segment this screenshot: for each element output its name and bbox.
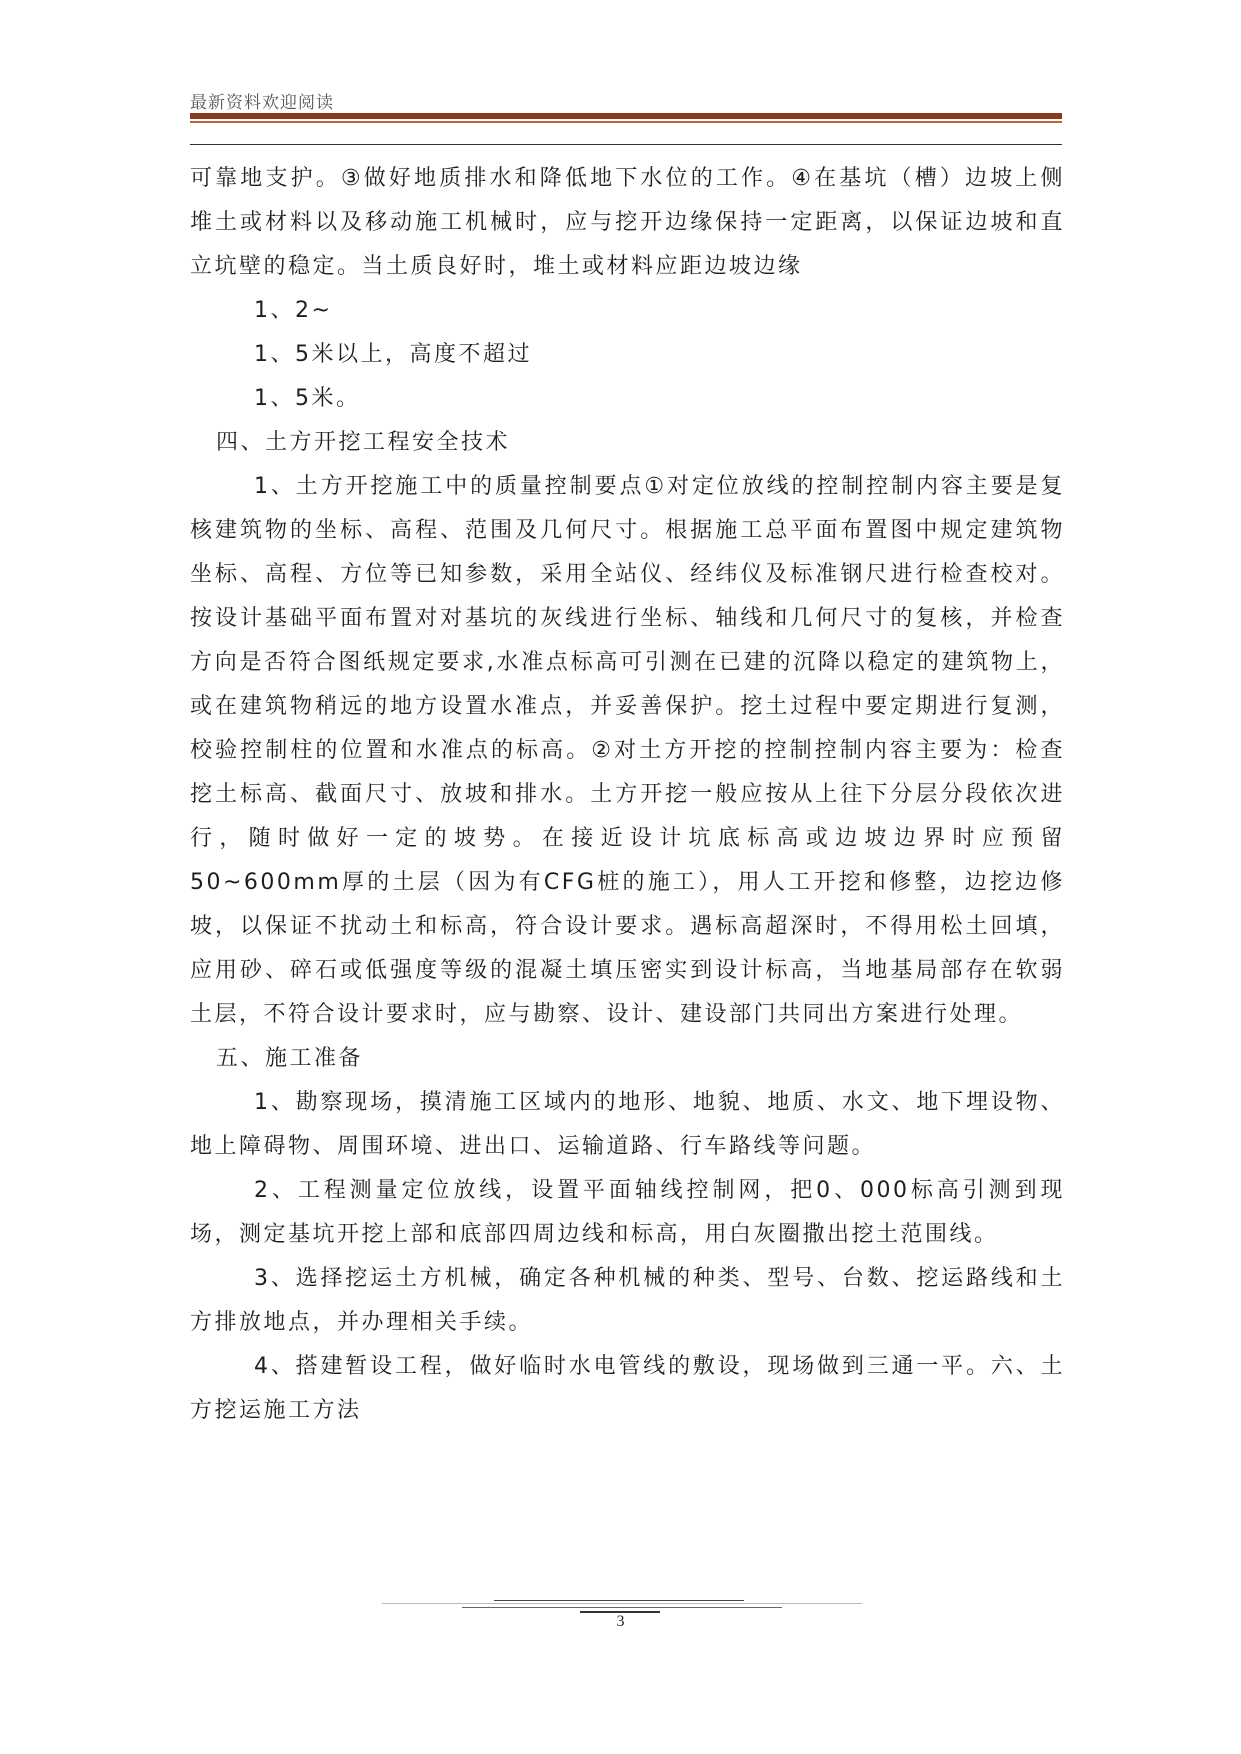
paragraph-6: 1、土方开挖施工中的质量控制要点①对定位放线的控制控制内容主要是复核建筑物的坐标、高程、范围及几何尺寸。根据施工总平面布置图中规定建筑物坐标、高程、方位等已知参数，采用全站仪、经纬仪及标准钢尺进行检查校对。按设计基础平面布置对对基坑的灰线进行坐标、轴线和几何尺寸的复核，并检查方向是否符合图纸规定要求,水准点标高可引测在已建的沉降以稳定的建筑物上，或在建筑物稍远的地方设置水准点，并妥善保护。挖土过程中要定期进行复测，校验控制柱的位置和水准点的标高。②对土方开挖的控制控制内容主要为：检查挖土标高、截面尺寸、放坡和排水。土方开挖一般应按从上往下分层分段依次进行，随时做好一定的坡势。在接近设计坑底标高或边坡边界时应预留50~600mm厚的土层（因为有CFG桩的施工），用人工开挖和修整，边挖边修坡，以保证不扰动土和标高，符合设计要求。遇标高超深时，不得用松土回填，应用砂、碎石或低强度等级的混凝土填压密实到设计标高，当地基局部存在软弱土层，不符合设计要求时，应与勘察、设计、建设部门共同出方案进行处理。 [190, 474, 1065, 1027]
header-rule-thin [190, 144, 1062, 145]
paragraph-11: 4、搭建暂设工程，做好临时水电管线的敷设，现场做到三通一平。六、土方挖运施工方法 [190, 1354, 1065, 1423]
footer-rule-3 [462, 1607, 782, 1608]
paragraph-10: 3、选择挖运土方机械，确定各种机械的种类、型号、台数、挖运路线和土方排放地点，并办理相关手续。 [190, 1266, 1065, 1335]
paragraph-3: 1、5米以上，高度不超过 [254, 342, 532, 367]
header-rule-thick [190, 113, 1062, 119]
footer-rule-2 [382, 1603, 862, 1604]
document-body [190, 157, 1065, 1433]
paragraph-8: 1、勘察现场，摸清施工区域内的地形、地貌、地质、水文、地下埋设物、地上障碍物、周围环境、进出口、运输道路、行车路线等问题。 [190, 1090, 1065, 1159]
paragraph-9: 2、工程测量定位放线，设置平面轴线控制网，把0、000标高引测到现场，测定基坑开挖上部和底部四周边线和标高，用白灰圈撒出挖土范围线。 [190, 1178, 1065, 1247]
footer-rule-1 [494, 1600, 744, 1601]
paragraph-1: 可靠地支护。③做好地质排水和降低地下水位的工作。④在基坑（槽）边坡上侧堆土或材料以及移动施工机械时，应与挖开边缘保持一定距离，以保证边坡和直立坑壁的稳定。当土质良好时，堆土或材料应距边坡边缘 [190, 166, 1065, 279]
paragraph-4: 1、5米。 [254, 386, 361, 411]
section-heading-5: 五、施工准备 [216, 1046, 364, 1071]
section-heading-4: 四、土方开挖工程安全技术 [216, 430, 511, 455]
paragraph-2: 1、2~ [254, 298, 333, 323]
page-number: 3 [616, 1613, 625, 1630]
header-text: 最新资料欢迎阅读 [190, 93, 334, 113]
header-rule-accent [190, 121, 1062, 123]
